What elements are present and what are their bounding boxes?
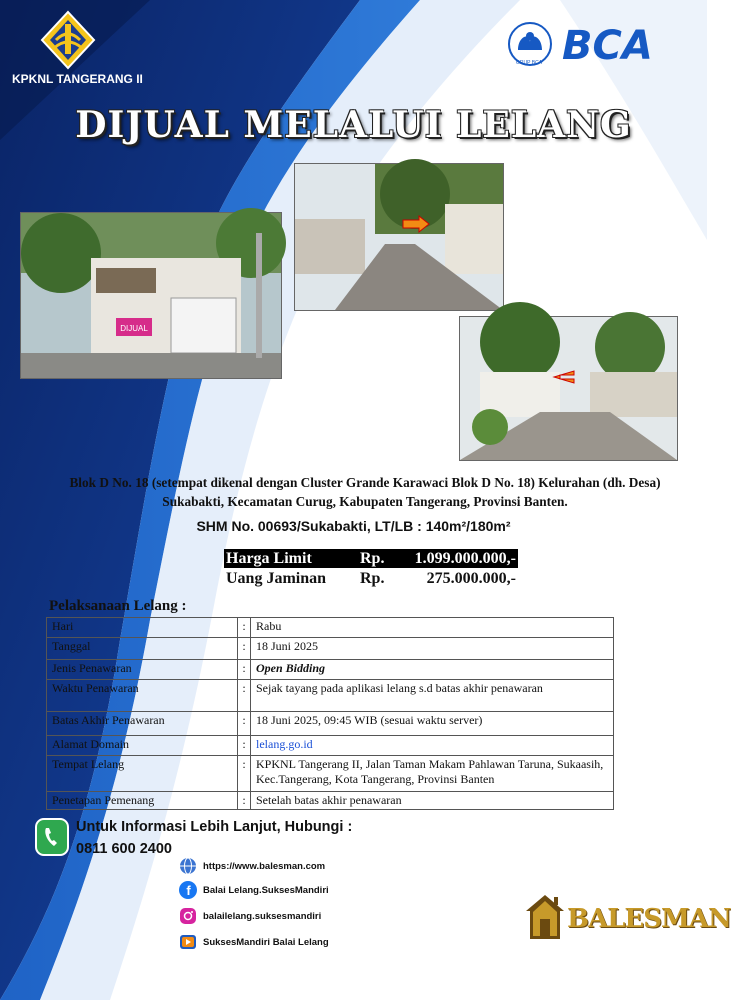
bca-wordmark: BCA — [562, 23, 653, 69]
bca-subtext: GRUP BCA — [516, 60, 543, 66]
row-label: Batas Akhir Penawaran — [47, 712, 238, 736]
table-row — [47, 736, 614, 756]
row-separator: : — [238, 736, 251, 756]
phone-number[interactable]: 0811 600 2400 — [76, 841, 172, 857]
row-separator: : — [238, 660, 251, 680]
property-photo-cluster — [459, 316, 678, 461]
contact-title: Untuk Informasi Lebih Lanjut, Hubungi : — [76, 819, 353, 835]
row-value: KPKNL Tangerang II, Jalan Taman Makam Pahlawan Taruna, Sukaasih, Kec.Tangerang, Kota Tangerang, Provinsi Banten — [251, 756, 614, 792]
certificate-info: SHM No. 00693/Sukabakti, LT/LB : 140m²/180m² — [196, 518, 511, 534]
instagram-link[interactable]: balailelang.suksesmandiri — [203, 911, 322, 922]
kemenkeu-logo — [38, 10, 98, 70]
deposit-value: 275.000.000,- — [426, 570, 516, 587]
schedule-table — [46, 617, 614, 810]
globe-icon — [179, 857, 197, 880]
balesman-wordmark: BALESMAN — [567, 904, 731, 934]
row-value: Sejak tayang pada aplikasi lelang s.d batas akhir penawaran — [251, 680, 614, 712]
website-link[interactable]: https://www.balesman.com — [203, 861, 326, 872]
table-row — [47, 712, 614, 736]
bca-logo — [508, 20, 668, 72]
row-separator: : — [238, 756, 251, 792]
svg-text:f: f — [186, 883, 191, 898]
instagram-icon — [179, 907, 197, 930]
row-label: Tanggal — [47, 638, 238, 660]
jual-sign-text: DIJUAL — [120, 324, 148, 333]
balesman-house-icon — [524, 893, 566, 941]
table-row — [47, 618, 614, 638]
limit-price-row — [224, 549, 518, 568]
row-value: 18 Juni 2025, 09:45 WIB (sesuai waktu server) — [251, 712, 614, 736]
table-row — [47, 660, 614, 680]
row-label: Hari — [47, 618, 238, 638]
row-label: Jenis Penawaran — [47, 660, 238, 680]
domain-link[interactable]: lelang.go.id — [251, 736, 614, 756]
property-photo-street — [294, 163, 504, 311]
property-address: Blok D No. 18 (setempat dikenal dengan Cluster Grande Karawaci Blok D No. 18) Kelurahan (dh. Desa) Sukabakti, Kecamatan Curug, Kabupaten Tangerang, Provinsi Banten. — [69, 475, 661, 509]
row-label: Alamat Domain — [47, 736, 238, 756]
table-row — [47, 756, 614, 792]
schedule-title: Pelaksanaan Lelang : — [49, 598, 187, 614]
facebook-link[interactable]: Balai Lelang.SuksesMandiri — [203, 885, 329, 896]
org-label: KPKNL TANGERANG II — [12, 72, 143, 86]
property-photo-main — [20, 212, 282, 379]
row-value: 18 Juni 2025 — [251, 638, 614, 660]
limit-value: 1.099.000.000,- — [414, 550, 516, 567]
row-value: Open Bidding — [251, 660, 614, 680]
row-separator: : — [238, 638, 251, 660]
facebook-icon — [179, 881, 197, 904]
limit-currency: Rp. — [360, 550, 385, 567]
row-separator: : — [238, 618, 251, 638]
row-label: Penetapan Pemenang — [47, 792, 238, 810]
row-value: Setelah batas akhir penawaran — [251, 792, 614, 810]
row-label: Tempat Lelang — [47, 756, 238, 792]
row-value: Rabu — [251, 618, 614, 638]
row-separator: : — [238, 712, 251, 736]
deposit-price-row — [224, 569, 518, 588]
row-separator: : — [238, 680, 251, 712]
youtube-link[interactable]: SuksesMandiri Balai Lelang — [203, 937, 329, 948]
limit-label: Harga Limit — [226, 550, 312, 567]
deposit-currency: Rp. — [360, 570, 385, 587]
table-row — [47, 680, 614, 712]
youtube-icon — [179, 933, 197, 956]
row-separator: : — [238, 792, 251, 810]
page-title: DIJUAL MELALUI LELANG — [75, 104, 632, 146]
table-row — [47, 638, 614, 660]
deposit-label: Uang Jaminan — [226, 570, 327, 587]
phone-icon — [35, 818, 69, 856]
table-row — [47, 792, 614, 810]
row-label: Waktu Penawaran — [47, 680, 238, 712]
